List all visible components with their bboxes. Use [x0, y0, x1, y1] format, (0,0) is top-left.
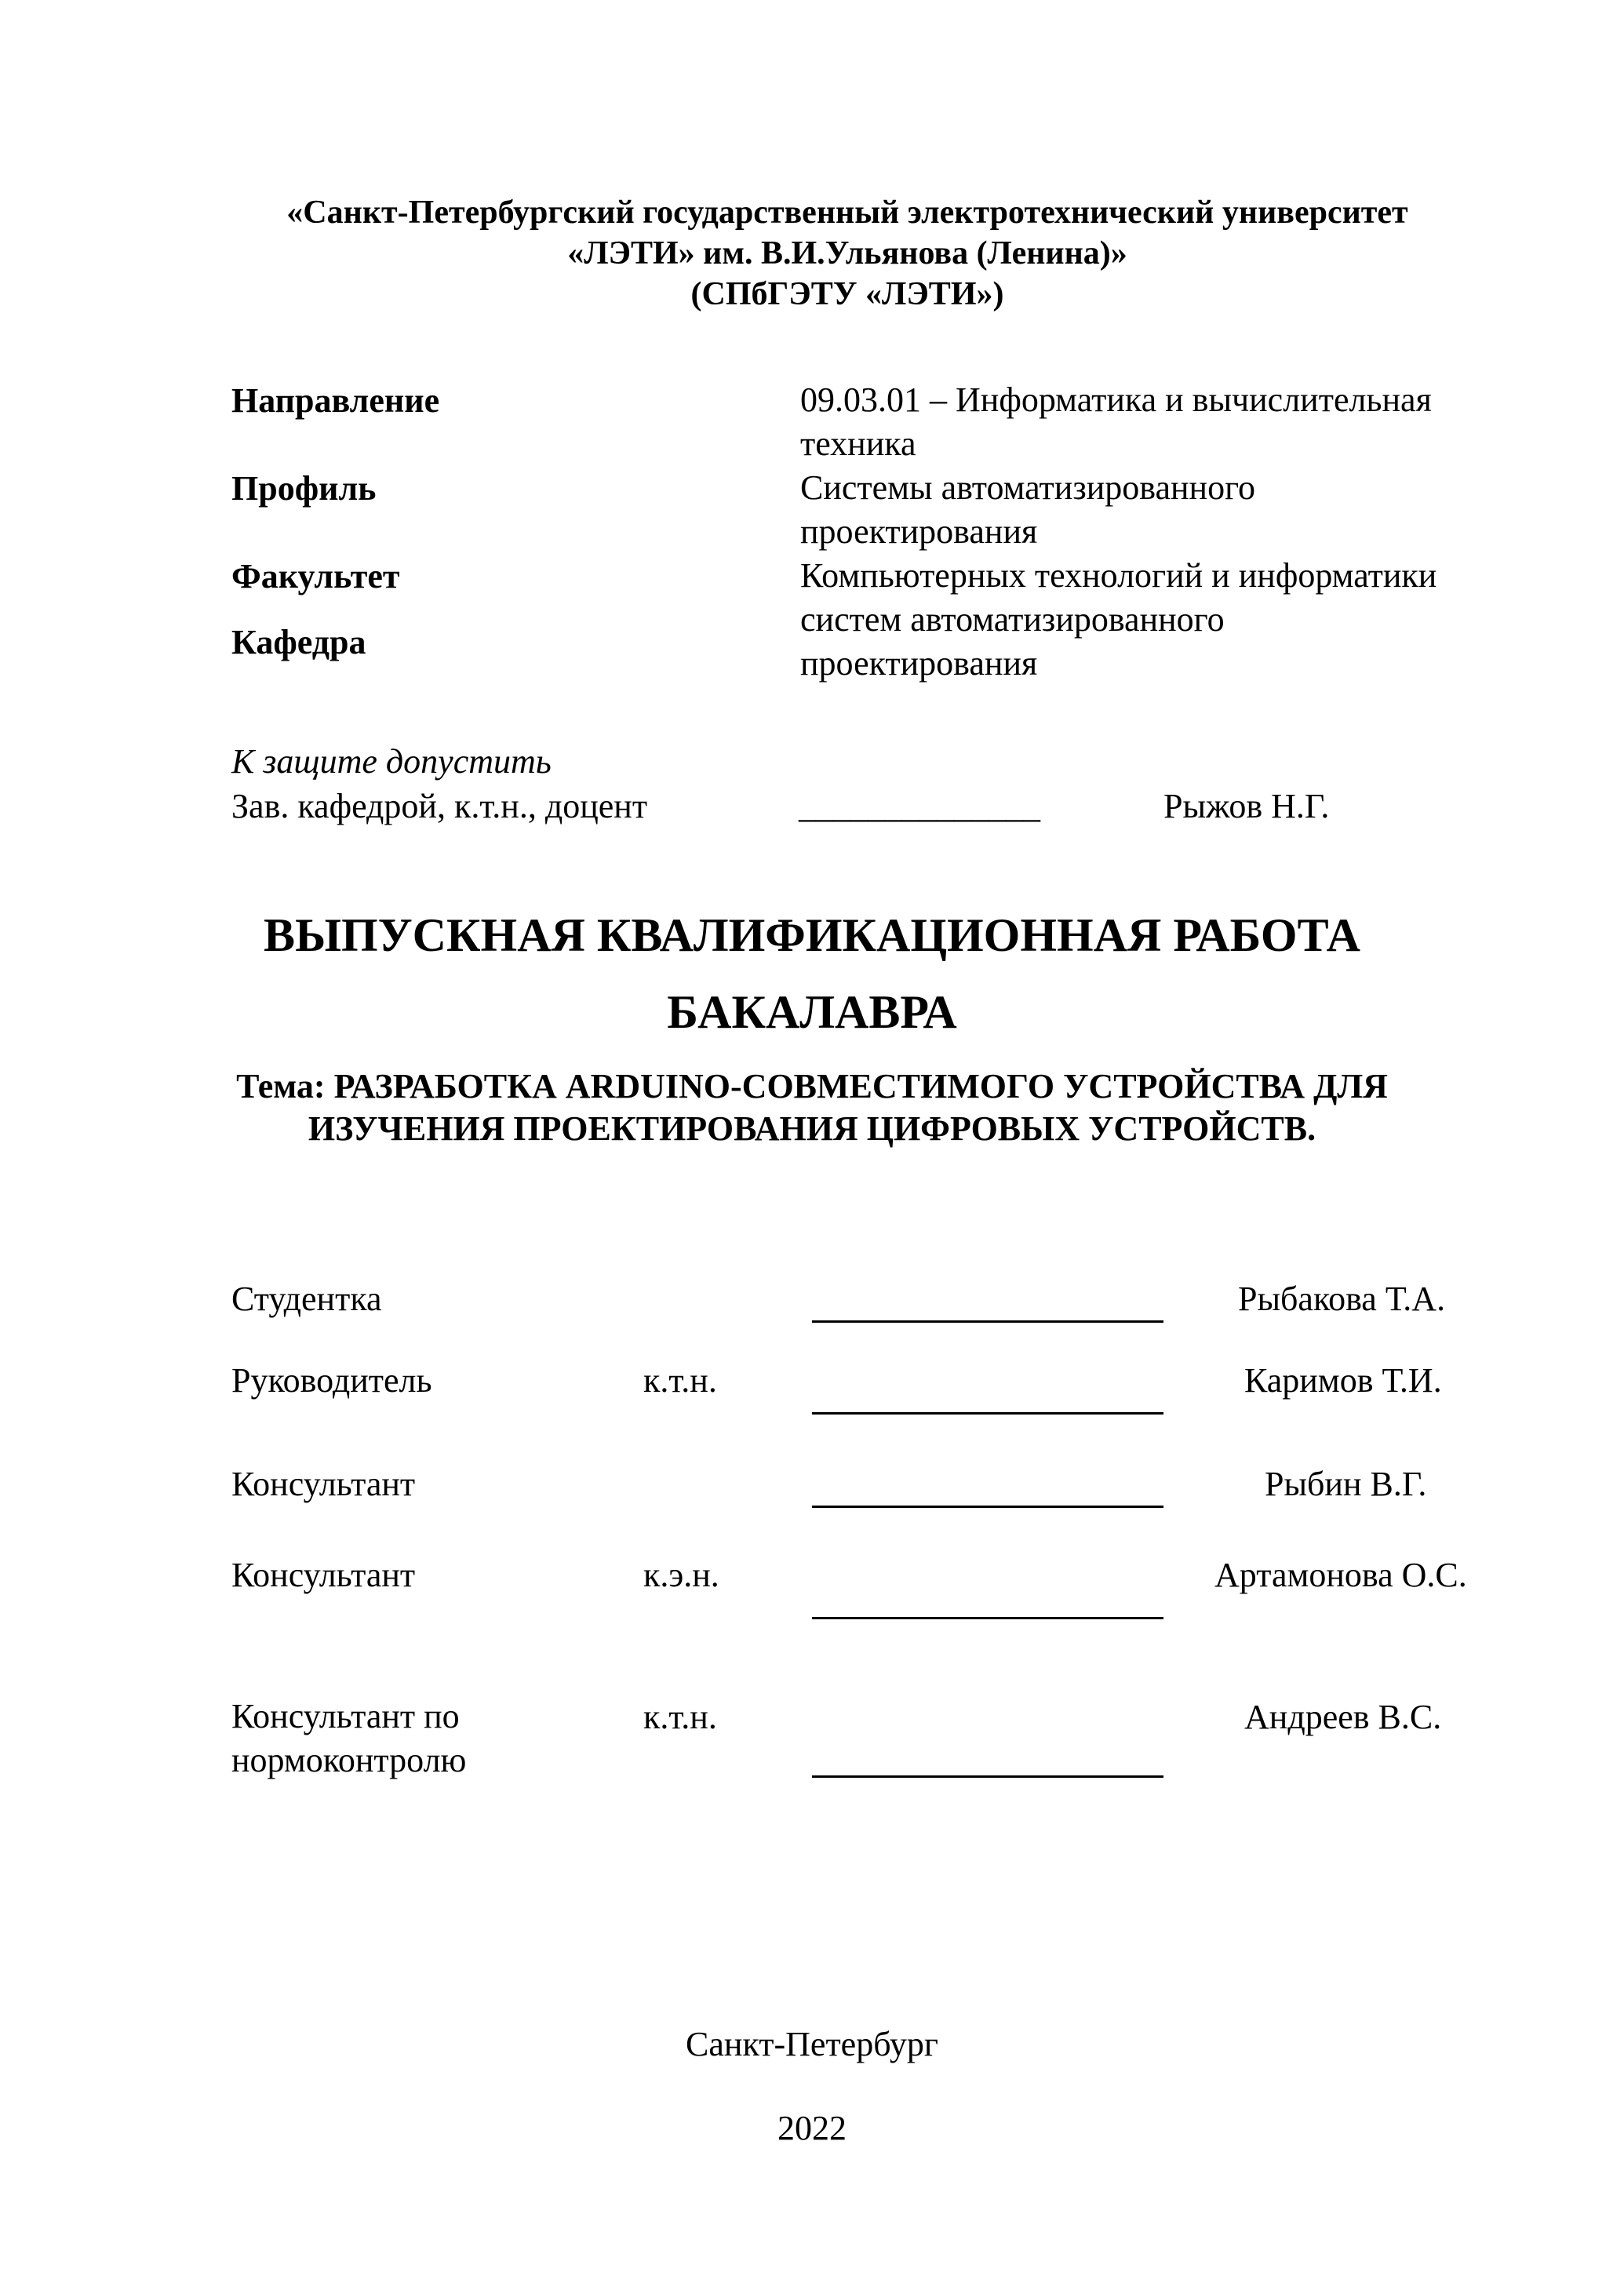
signature-name: Артамонова О.С. — [1214, 1556, 1467, 1594]
approval-caption: К защите допустить — [231, 742, 552, 781]
signature-role-line-1: Консультант по — [231, 1697, 460, 1735]
approval-name: Рыжов Н.Г. — [1163, 787, 1330, 825]
department-value — [800, 598, 1225, 686]
signature-role: Консультант — [231, 1465, 416, 1503]
document-title-line-1: ВЫПУСКНАЯ КВАЛИФИКАЦИОННАЯ РАБОТА — [264, 909, 1360, 961]
department-label: Кафедра — [231, 623, 366, 661]
university-header — [0, 192, 1624, 315]
thesis-topic-line-2: ИЗУЧЕНИЯ ПРОЕКТИРОВАНИЯ ЦИФРОВЫХ УСТРОЙСТВ. — [308, 1109, 1316, 1148]
direction-value — [800, 378, 1432, 466]
faculty-value: Компьютерных технологий и информатики — [800, 556, 1437, 595]
direction-value-line-1: 09.03.01 – Информатика и вычислительная — [800, 381, 1432, 419]
signature-degree: к.т.н. — [643, 1361, 717, 1400]
department-value-line-1: систем автоматизированного — [800, 600, 1225, 639]
direction-value-line-2: техника — [800, 424, 916, 463]
footer-city: Санкт-Петербург — [686, 2025, 938, 2063]
approval-position: Зав. кафедрой, к.т.н., доцент — [231, 787, 648, 825]
profile-label: Профиль — [231, 469, 377, 508]
profile-value — [800, 466, 1255, 554]
signature-line — [812, 1506, 1163, 1508]
thesis-topic-line-1: Тема: РАЗРАБОТКА ARDUINO-СОВМЕСТИМОГО УСТРОЙСТВА ДЛЯ — [236, 1067, 1388, 1105]
signature-role: Студентка — [231, 1280, 382, 1318]
direction-label: Направление — [231, 381, 440, 420]
signature-name: Рыбин В.Г. — [1265, 1465, 1427, 1503]
signature-name: Рыбакова Т.А. — [1238, 1280, 1446, 1318]
department-value-line-2: проектирования — [800, 644, 1038, 683]
university-name-line-1: «Санкт-Петербургский государственный электротехнический университет — [286, 195, 1408, 231]
signature-name: Андреев В.С. — [1244, 1698, 1442, 1736]
signature-degree: к.т.н. — [643, 1698, 717, 1736]
signature-line — [812, 1412, 1163, 1415]
university-abbreviation: (СПбГЭТУ «ЛЭТИ») — [690, 276, 1004, 312]
thesis-topic — [0, 1065, 1624, 1150]
faculty-label: Факультет — [231, 557, 400, 595]
approval-signature-blank: ______________ — [799, 787, 1040, 825]
signature-degree: к.э.н. — [643, 1556, 719, 1594]
signature-role: Руководитель — [231, 1361, 432, 1400]
university-name-line-2: «ЛЭТИ» им. В.И.Ульянова (Ленина)» — [567, 235, 1127, 271]
signature-line — [812, 1320, 1163, 1323]
profile-value-line-2: проектирования — [800, 512, 1038, 551]
signature-role — [231, 1695, 466, 1782]
signature-name: Каримов Т.И. — [1244, 1361, 1442, 1400]
signature-line — [812, 1617, 1163, 1619]
signature-role: Консультант — [231, 1556, 416, 1594]
signature-role-line-2: нормоконтролю — [231, 1741, 467, 1779]
profile-value-line-1: Системы автоматизированного — [800, 468, 1256, 507]
signature-line — [812, 1775, 1163, 1778]
document-title-line-2: БАКАЛАВРА — [667, 986, 957, 1038]
footer-year: 2022 — [777, 2109, 847, 2147]
